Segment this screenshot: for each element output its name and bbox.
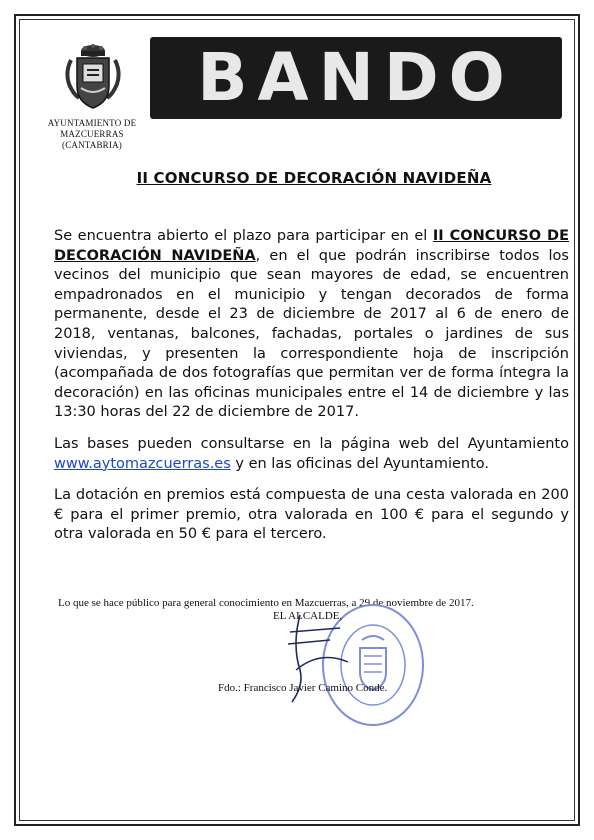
issuer-line: AYUNTAMIENTO DE	[47, 118, 137, 128]
paragraph-rules	[54, 435, 569, 474]
paragraph-text: y en las oficinas del Ayuntamiento.	[230, 455, 490, 472]
issuer-line: MAZCUERRAS	[60, 129, 124, 139]
bando-banner: BANDO	[150, 37, 562, 119]
coat-of-arms-icon	[63, 42, 123, 112]
website-link[interactable]: www.aytomazcuerras.es	[54, 455, 231, 472]
notice-title: II CONCURSO DE DECORACIÓN NAVIDEÑA	[136, 169, 492, 187]
paragraph-announcement	[54, 227, 569, 423]
paragraph-prizes: La dotación en premios está compuesta de una cesta valorada en 200 € para el primer premio, otra valorada en 100 € para el segundo y otra valorada en 50 € para el tercero.	[54, 487, 569, 543]
signatory-role: EL ALCALDE,	[273, 610, 343, 622]
signed-by: Fdo.: Francisco Javier Camino Conde.	[218, 682, 388, 694]
paragraph-text: , en el que podrán inscribirse todos los vecinos del municipio que sean mayores de edad, se encuentren empadronados en el municipio y tengan decorados de forma permanente, desde el 23 de diciembre de 2017 al 6 de enero de 2018, ventanas, balcones, fachadas, portales o jardines de sus viviendas, y presenten la correspondiente hoja de inscripción (acompañada de dos fotografías que permitan ver de forma íntegra la decoración) en las oficinas municipales entre el 14 de diciembre y las 13:30 horas del 22 de diciembre de 2017.	[54, 247, 569, 421]
paragraph-text: Las bases pueden consultarse en la página web del Ayuntamiento	[54, 435, 569, 452]
contest-name: II CONCURSO DE DECORACIÓN NAVIDEÑA	[54, 228, 569, 264]
closing-statement: Lo que se hace público para general conocimiento en Mazcuerras, a 29 de noviembre de 2017.	[58, 597, 474, 609]
paragraph-text: Se encuentra abierto el plazo para participar en el	[54, 228, 433, 244]
issuer-line: (CANTABRIA)	[62, 140, 122, 150]
handwritten-signature	[270, 610, 380, 710]
issuer-block	[30, 118, 154, 151]
notice-body	[54, 227, 569, 557]
